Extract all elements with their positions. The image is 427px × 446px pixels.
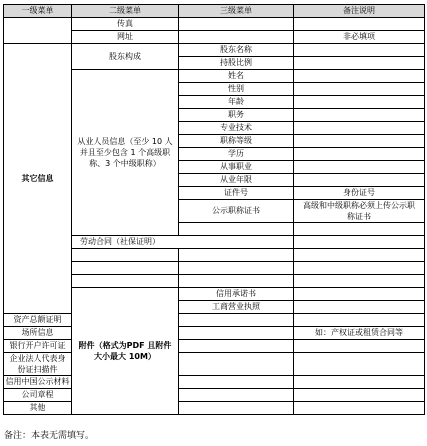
level3-cell: 学历 xyxy=(179,148,294,161)
attachment-cell: 场所信息 xyxy=(4,327,72,340)
level1-empty-cell xyxy=(4,18,72,44)
header-level2: 二级菜单 xyxy=(72,5,179,18)
table-row xyxy=(4,314,425,327)
attachment-cell: 公司章程 xyxy=(4,389,72,402)
table-row xyxy=(4,18,425,31)
note-cell: 非必填项 xyxy=(294,31,425,44)
table-row xyxy=(4,376,425,389)
header-level1: 一级菜单 xyxy=(4,5,72,18)
level3-cell: 从事职业 xyxy=(179,161,294,174)
attachment-cell: 信用承诺书 xyxy=(179,288,294,301)
attachment-cell: 企业法人代表身份证扫描件 xyxy=(4,353,72,376)
table-row xyxy=(4,340,425,353)
attachment-cell: 工商营业执照 xyxy=(179,301,294,314)
level2-cell: 传真 xyxy=(72,18,179,31)
level3-cell: 专业技术 xyxy=(179,122,294,135)
level3-cell: 职称等级 xyxy=(179,135,294,148)
level3-cell: 年龄 xyxy=(179,96,294,109)
level3-cell: 姓名 xyxy=(179,70,294,83)
attachment-cell: 资产总额证明 xyxy=(4,314,72,327)
level1-other-info: 其它信息 xyxy=(4,44,72,314)
note-cell: 身份证号 xyxy=(294,187,425,200)
level2-cell: 股东构成 xyxy=(72,44,179,70)
level3-cell: 股东名称 xyxy=(179,44,294,57)
table-row xyxy=(4,389,425,402)
table-row xyxy=(4,44,425,57)
table-row xyxy=(4,327,425,340)
level2-staff-info: 从业人员信息（至少 10 人并且至少包含 1 个高级职称、3 个中级职称） xyxy=(72,70,179,236)
level3-cell: 职务 xyxy=(179,109,294,122)
table-row xyxy=(4,402,425,415)
level1-attachment: 附件（格式为PDF 且附件大小最大 10M） xyxy=(72,288,179,415)
level3-cell: 性别 xyxy=(179,83,294,96)
level3-cell: 持股比例 xyxy=(179,57,294,70)
level3-cell: 从业年限 xyxy=(179,174,294,187)
table-row xyxy=(4,353,425,376)
level3-cell: 证件号 xyxy=(179,187,294,200)
header-notes: 备注说明 xyxy=(294,5,425,18)
table-header-row xyxy=(4,5,425,18)
attachment-cell: 银行开户许可证 xyxy=(4,340,72,353)
level2-cell: 劳动合同（社保证明） xyxy=(72,236,294,249)
level2-cell: 网址 xyxy=(72,31,179,44)
attachment-cell: 其他 xyxy=(4,402,72,415)
note-cell: 高级和中级职称必须上传公示职称证书 xyxy=(294,200,425,223)
level3-cell: 公示职称证书 xyxy=(179,200,294,223)
note-cell: 如：产权证或租赁合同等 xyxy=(294,327,425,340)
menu-table xyxy=(3,4,425,415)
footnote: 备注：本表无需填写。 xyxy=(4,431,95,441)
attachment-cell: 信用中国公示材料 xyxy=(4,376,72,389)
header-level3: 三级菜单 xyxy=(179,5,294,18)
